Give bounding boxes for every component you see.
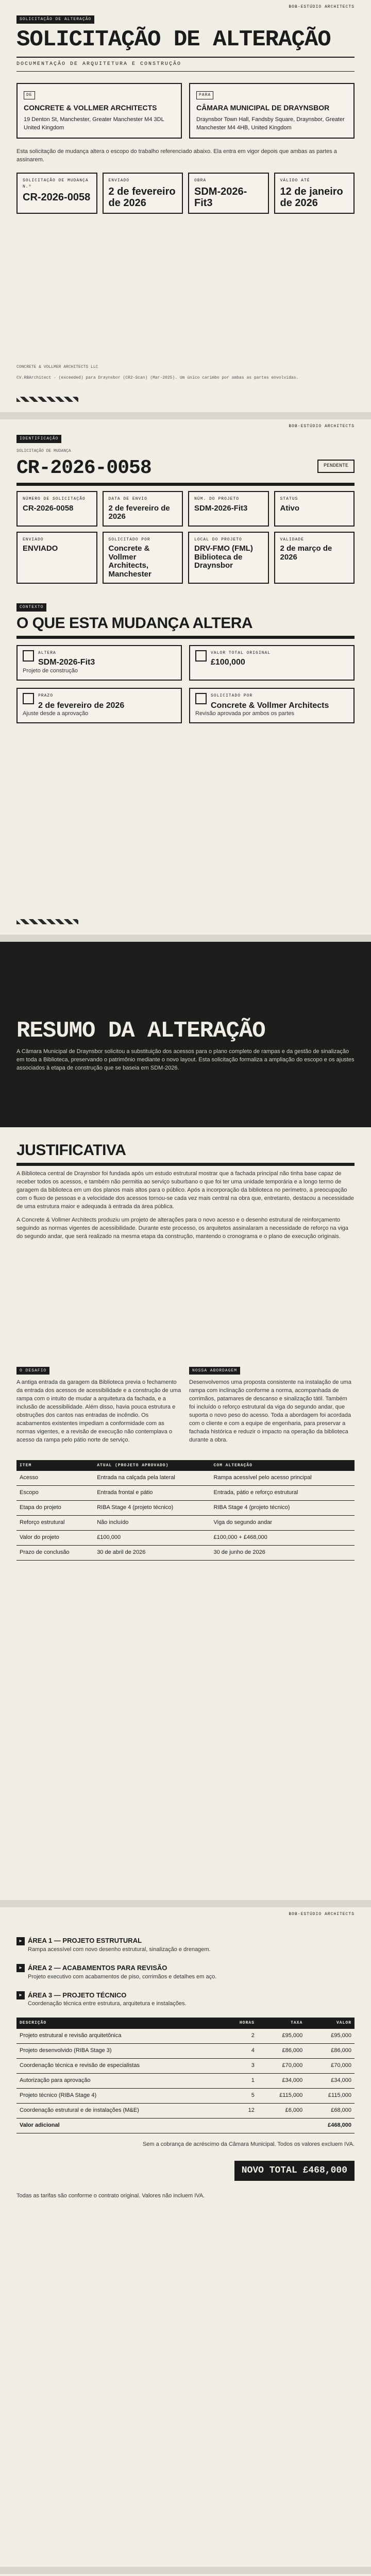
to-name: CÂMARA MUNICIPAL DE DRAYNSBOR	[196, 103, 330, 112]
summary-title: RESUMO DA ALTERAÇÃO	[16, 1018, 265, 1044]
to-card	[189, 83, 355, 139]
grand-total: NOVO TOTAL £468,000	[16, 2161, 355, 2180]
table-row: Acesso Entrada na calçada pela lateral Rampa acessível pelo acesso principal	[16, 1471, 355, 1485]
cost-note: Sem a cobrança de acréscimo da Câmara Municipal. Todos os valores excluem IVA.	[142, 2141, 355, 2147]
summary-text: A Câmara Municipal de Draynsbor solicitou a substituição dos acessos para o plano completo de rampas e da gestão de sinalização em toda a Biblioteca, preservando o patrimônio mediante o novo layout. Esta solicitação formaliza a ampliação do escopo e os ajustes associados à etapa de construção que se baseia em SDM-2026.	[16, 1048, 355, 1072]
fact-requester: SOLICITADO POR Concrete & Vollmer Architects, Manchester	[103, 532, 183, 584]
request-code: CR-2026-0058	[16, 457, 151, 480]
change-item: VALOR TOTAL ORIGINAL £100,000	[189, 645, 355, 681]
fact-date: DATA DE ENVIO 2 de fevereiro de 2026	[103, 491, 183, 527]
justification-text-2: A Concrete & Vollmer Architects produziu um projeto de alterações para o novo acesso e o desenho estrutural de reinforçamento seguindo as normas vigentes de acessibilidade. Durante este processo, os arquitetos assinalaram a necessidade de reforço na viga do segundo andar, que será realizado na mesma etapa da construção, mantendo o cronograma e o plano de execução originais.	[16, 1216, 348, 1240]
from-label: DE	[24, 91, 35, 99]
payments-page	[0, 2574, 371, 2576]
meta-work: OBRA SDM-2026-Fit3	[188, 173, 269, 214]
scope-notes	[16, 1936, 355, 2008]
change-item: PRAZO 2 de fevereiro de 2026 Ajuste desde a aprovação	[16, 688, 182, 723]
arrow-icon: ▸	[16, 1991, 25, 1999]
change-items	[16, 645, 355, 723]
hatch-divider	[16, 397, 78, 402]
table-row: Valor do projeto £100,000 £100,000 + £468,000	[16, 1530, 355, 1545]
challenge-col: O DESAFIO A antiga entrada da garagem da Biblioteca previa o fechamento da entrada dos acessos de acessibilidade e a construção de uma rampa com o intuito de mudar a arquitetura da fachada, e a inclusão de acessibilidade. Além disso, havia pouca estrutura e obstruções dos cantos nas entradas de incêndio. Os acabamentos existentes impediam a conformidade com as normas vigentes, e a revisão de execução não contemplava o acesso da rampa pelo pátio norte de serviço.	[16, 1365, 182, 1445]
fact-number: NÚMERO DE SOLICITAÇÃO CR-2026-0058	[16, 491, 97, 527]
brand-mini: BOB-ESTÚDIO ARCHITECTS	[289, 424, 355, 429]
table-row: Projeto técnico (RIBA Stage 4) 5 £115,000 £115,000	[16, 2088, 355, 2103]
table-row: Projeto estrutural e revisão arquitetônica 2 £95,000 £95,000	[16, 2029, 355, 2043]
fact-location: LOCAL DO PROJETO DRV-FMO (FML) Biblioteca de Draynsbor	[188, 532, 269, 584]
section-tag: IDENTIFICAÇÃO	[16, 435, 61, 443]
table-row: Coordenação técnica e revisão de especialistas 3 £70,000 £70,000	[16, 2058, 355, 2073]
context-title: O QUE ESTA MUDANÇA ALTERA	[16, 614, 253, 632]
scope-note: ▸ ÁREA 1 — PROJETO ESTRUTURAL Rampa acessível com novo desenho estrutural, sinalização e drenagem.	[16, 1936, 355, 1954]
scope-note: ▸ ÁREA 2 — ACABAMENTOS PARA REVISÃO Projeto executivo com acabamentos de piso, corrimãos e detalhes em aço.	[16, 1963, 355, 1981]
cover-tag: SOLICITAÇÃO DE ALTERAÇÃO	[16, 15, 94, 24]
justification-title: JUSTIFICATIVA	[16, 1142, 126, 1159]
approach-col: NOSSA ABORDAGEM Desenvolvemos uma proposta consistente na instalação de uma rampa com inclinação conforme a norma, acompanhada de corrimãos, patamares de descanso e sinalização tátil. Também foi incluído o reforço estrutural da viga do segundo andar, que suporta o novo peso do acesso. Toda a abordagem foi acordada com o cliente e com a equipe de engenharia, para preservar a fachada histórica e reduzir o impacto na operação da biblioteca durante a obra.	[189, 1365, 355, 1445]
context-tag: CONTEXTO	[16, 603, 46, 612]
cover-intro: Esta solicitação de mudança altera o escopo do trabalho referenciado abaixo. Ela entra em vigor depois que ambas as partes a assinarem.	[16, 148, 337, 163]
meta-sent: ENVIADO 2 de fevereiro de 2026	[103, 173, 183, 214]
cover-meta	[16, 173, 355, 214]
cost-remark: Todas as tarifas são conforme o contrato original. Valores não incluem IVA.	[16, 2192, 205, 2199]
page-title: SOLICITAÇÃO DE ALTERAÇÃO	[16, 26, 331, 53]
divider	[16, 483, 355, 486]
from-card	[16, 83, 182, 139]
from-name: CONCRETE & VOLLMER ARCHITECTS	[24, 103, 157, 112]
fact-validity: VALIDADE 2 de março de 2026	[274, 532, 355, 584]
to-address: Draynsbor Town Hall, Fandsby Square, Draynsbor, Greater Manchester M4 4HB, United Kingdom	[196, 116, 345, 131]
table-row: Projeto desenvolvido (RIBA Stage 3) 4 £86,000 £86,000	[16, 2043, 355, 2058]
cover-page	[0, 0, 371, 412]
table-row: Coordenação estrutural e de instalações (M&E) 12 £6,000 £68,000	[16, 2103, 355, 2118]
cover-footer-company: CONCRETE & VOLLMER ARCHITECTS LLC	[16, 364, 98, 369]
summary-page	[0, 942, 371, 1900]
divider	[16, 636, 355, 639]
summary-banner	[0, 942, 371, 1127]
table-row: Etapa do projeto RIBA Stage 4 (projeto técnico) RIBA Stage 4 (projeto técnico)	[16, 1501, 355, 1516]
brand-mini: BOB-ESTÚDIO ARCHITECTS	[289, 1912, 355, 1917]
scope-note: ▸ ÁREA 3 — PROJETO TÉCNICO Coordenação técnica entre estrutura, arquitetura e instalações.	[16, 1991, 355, 2009]
status-badge: PENDENTE	[317, 460, 355, 473]
challenge-approach	[16, 1365, 355, 1445]
change-item: SOLICITADO POR Concrete & Vollmer Architects Revisão aprovada por ambos os partes	[189, 688, 355, 723]
arrow-icon: ▸	[16, 1964, 25, 1972]
brand-mini: BOB-ESTÚDIO ARCHITECTS	[289, 5, 355, 9]
meta-request: SOLICITAÇÃO DE MUDANÇA N.º CR-2026-0058	[16, 173, 97, 214]
table-row: Autorização para aprovação 1 £34,000 £34,000	[16, 2073, 355, 2088]
fact-project: NÚM. DO PROJETO SDM-2026-Fit3	[188, 491, 269, 527]
table-row: Reforço estrutural Não incluído Viga do segundo andar	[16, 1516, 355, 1531]
cost-table: DESCRIÇÃO HORAS TAXA VALOR Projeto estrutural e revisão arquitetônica 2 £95,000 £95,000 Projeto desenvolvido (RIBA Stage 3) 4 £86,000 £86,000 Coordenação técnica e revisão de especialistas 3 £70,000 £70,000 Autorização para aprovação 1 £34,000 £34,000 Projeto técnico (RIBA Stage 4) 5 £115,000 £115,000 Coordenação estrutural e de instalações (M&E) 12 £6,000 £68,000 Valor adicional £468,000	[16, 2018, 355, 2133]
to-label: PARA	[196, 91, 213, 99]
total-row: Valor adicional £468,000	[16, 2118, 355, 2133]
from-address: 19 Denton St, Manchester, Greater Manchester M4 3DL United Kingdom	[24, 116, 164, 131]
table-row: Escopo Entrada frontal e pátio Entrada, pátio e reforço estrutural	[16, 1486, 355, 1501]
arrow-icon: ▸	[16, 1937, 25, 1945]
identification-page	[0, 419, 371, 935]
comparison-table: ITEM ATUAL (PROJETO APROVADO) COM ALTERAÇÃO Acesso Entrada na calçada pela lateral Rampa acessível pelo acesso principal Escopo Entrada frontal e pátio Entrada, pátio e reforço estrutural Etapa do projeto RIBA Stage 4 (projeto técnico) RIBA Stage 4 (projeto técnico) Reforço estrutural Não incluído Viga do segundo andar Valor do projeto £100,000 £100,000 + £468,000 Prazo de conclusão 30 de abril de 2026 30 de junho de 2026	[16, 1460, 355, 1561]
section-mini: SOLICITAÇÃO DE MUDANÇA	[16, 448, 71, 453]
divider	[16, 1163, 355, 1166]
facts-grid	[16, 491, 355, 584]
table-row: Prazo de conclusão 30 de abril de 2026 30 de junho de 2026	[16, 1545, 355, 1560]
costs-page	[0, 1907, 371, 2567]
page-subtitle: DOCUMENTAÇÃO DE ARQUITETURA E CONSTRUÇÃO	[16, 57, 355, 72]
hatch-divider	[16, 919, 78, 924]
meta-valid: VÁLIDO ATÉ 12 de janeiro de 2026	[274, 173, 355, 214]
justification-text: A Biblioteca central de Draynsbor foi fundada após um estudo estrutural mostrar que a fachada principal não tinha base capaz de receber todos os acessos, e também não permitia ao serviço suburbano o que foi ter uma unidade temporária e a longo termo de garagem da biblioteca em um dos planos mais altos para o público. Após a incorporação da biblioteca no perímetro, a preocupação com o fluxo de pessoas e a velocidade dos acessos tornou-se cada vez mais central na obra que, entretanto, destacou a necessidade de uma estrutura maior e adequada à entrada da área pública.	[16, 1171, 354, 1210]
change-item: ALTERA SDM-2026-Fit3 Projeto de construção	[16, 645, 182, 681]
cover-footer-note: CV.RBArchitect · (exceeded) para Draynsbor (CR2-Scan) (Mar-2025). Um único carimbo por ambas as partes envolvidas.	[16, 376, 299, 381]
fact-sent: ENVIADO ENVIADO	[16, 532, 97, 584]
fact-status: STATUS Ativo	[274, 491, 355, 527]
